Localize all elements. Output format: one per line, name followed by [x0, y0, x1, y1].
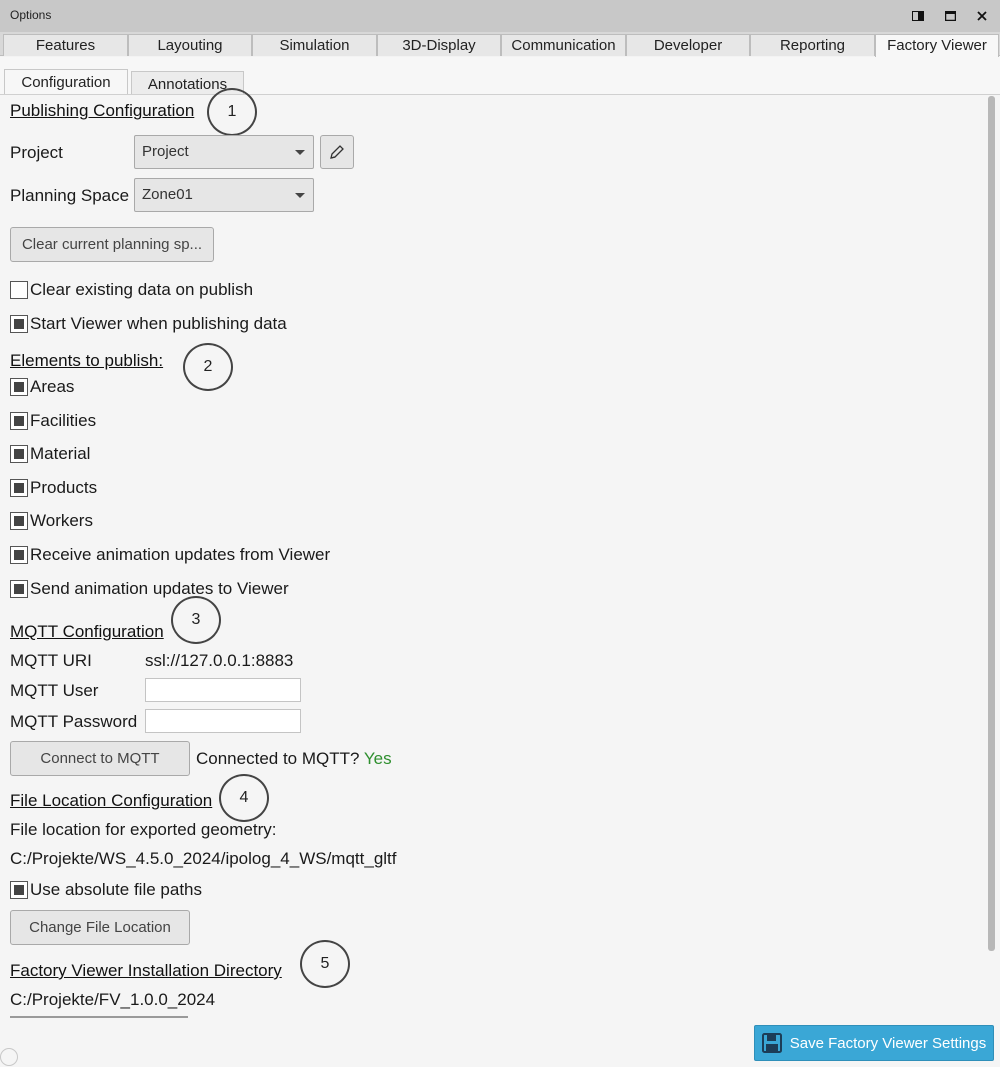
- subtab-configuration[interactable]: Configuration: [4, 69, 128, 95]
- window-titlebar: [0, 0, 1000, 32]
- receive-animation-checkbox[interactable]: [10, 546, 28, 564]
- mqtt-connected-label: Connected to MQTT?: [196, 749, 360, 768]
- areas-checkbox[interactable]: [10, 378, 28, 396]
- project-label: Project: [10, 143, 63, 162]
- tab-features[interactable]: Features: [3, 34, 128, 56]
- products-checkbox[interactable]: [10, 479, 28, 497]
- planning-space-dropdown-value: Zone01: [142, 186, 193, 203]
- file-location-description: File location for exported geometry:: [10, 820, 277, 839]
- send-animation-label: Send animation updates to Viewer: [30, 579, 289, 598]
- project-dropdown-value: Project: [142, 143, 189, 160]
- material-label: Material: [30, 444, 91, 463]
- maximize-window-icon[interactable]: [940, 6, 960, 26]
- connect-mqtt-button[interactable]: Connect to MQTT: [10, 741, 190, 776]
- send-animation-checkbox[interactable]: [10, 580, 28, 598]
- close-window-icon[interactable]: [972, 6, 992, 26]
- absolute-paths-label: Use absolute file paths: [30, 880, 202, 899]
- mqtt-user-label: MQTT User: [10, 681, 99, 700]
- areas-label: Areas: [30, 377, 75, 396]
- start-viewer-checkbox[interactable]: [10, 315, 28, 333]
- chevron-down-icon: [295, 193, 305, 198]
- callout-1: 1: [207, 88, 257, 136]
- change-file-location-button[interactable]: Change File Location: [10, 910, 190, 945]
- workers-checkbox[interactable]: [10, 512, 28, 530]
- pencil-icon: [328, 143, 346, 161]
- project-dropdown[interactable]: [134, 135, 314, 169]
- tab-developer[interactable]: Developer: [626, 34, 750, 56]
- facilities-checkbox[interactable]: [10, 412, 28, 430]
- tab-layouting[interactable]: Layouting: [128, 34, 252, 56]
- mqtt-user-input[interactable]: [145, 678, 301, 702]
- installation-directory-heading: Factory Viewer Installation Directory: [10, 961, 282, 980]
- clear-planning-space-button[interactable]: Clear current planning sp...: [10, 227, 214, 262]
- installation-directory-path: C:/Projekte/FV_1.0.0_2024: [10, 990, 216, 1009]
- callout-4: 4: [219, 774, 269, 822]
- tab-reporting[interactable]: Reporting: [750, 34, 875, 56]
- absolute-paths-checkbox[interactable]: [10, 881, 28, 899]
- vertical-scrollbar[interactable]: [988, 96, 995, 951]
- clear-existing-label: Clear existing data on publish: [30, 280, 254, 299]
- mqtt-password-label: MQTT Password: [10, 712, 138, 731]
- tab-3d-display[interactable]: 3D-Display: [377, 34, 501, 56]
- facilities-label: Facilities: [30, 411, 97, 430]
- chevron-down-icon: [295, 150, 305, 155]
- file-location-path: C:/Projekte/WS_4.5.0_2024/ipolog_4_WS/mqtt_gltf: [10, 849, 397, 868]
- planning-space-label: Planning Space: [10, 186, 130, 205]
- subtab-annotations[interactable]: Annotations: [131, 71, 244, 97]
- workers-label: Workers: [30, 511, 93, 530]
- material-checkbox[interactable]: [10, 445, 28, 463]
- tab-communication[interactable]: Communication: [501, 34, 626, 56]
- callout-2: 2: [183, 343, 233, 391]
- window-title: Options: [10, 8, 52, 22]
- mqtt-password-input[interactable]: [145, 709, 301, 733]
- save-button-label: Save Factory Viewer Settings: [789, 1034, 987, 1052]
- resize-grip-icon[interactable]: [0, 1048, 18, 1066]
- products-label: Products: [30, 478, 98, 497]
- callout-5: 5: [300, 940, 350, 988]
- main-tab-bar: [0, 32, 1000, 56]
- publishing-configuration-heading: Publishing Configuration: [10, 101, 195, 120]
- mqtt-uri-label: MQTT URI: [10, 651, 92, 670]
- floppy-disk-icon: [762, 1033, 782, 1053]
- tab-simulation[interactable]: Simulation: [252, 34, 377, 56]
- mqtt-configuration-heading: MQTT Configuration: [10, 622, 164, 641]
- edit-project-button[interactable]: [320, 135, 354, 169]
- restore-window-icon[interactable]: [908, 6, 928, 26]
- partial-button-edge: [10, 1016, 188, 1018]
- tab-factory-viewer[interactable]: Factory Viewer: [875, 34, 999, 57]
- mqtt-uri-value: ssl://127.0.0.1:8883: [145, 651, 294, 670]
- mqtt-connected-value: Yes: [363, 749, 392, 768]
- save-factory-viewer-settings-button[interactable]: [754, 1025, 994, 1061]
- elements-to-publish-heading: Elements to publish:: [10, 351, 164, 370]
- mqtt-connection-status: [196, 749, 392, 769]
- planning-space-dropdown[interactable]: [134, 178, 314, 212]
- file-location-heading: File Location Configuration: [10, 791, 213, 810]
- receive-animation-label: Receive animation updates from Viewer: [30, 545, 331, 564]
- start-viewer-label: Start Viewer when publishing data: [30, 314, 287, 333]
- clear-existing-checkbox[interactable]: [10, 281, 28, 299]
- callout-3: 3: [171, 596, 221, 644]
